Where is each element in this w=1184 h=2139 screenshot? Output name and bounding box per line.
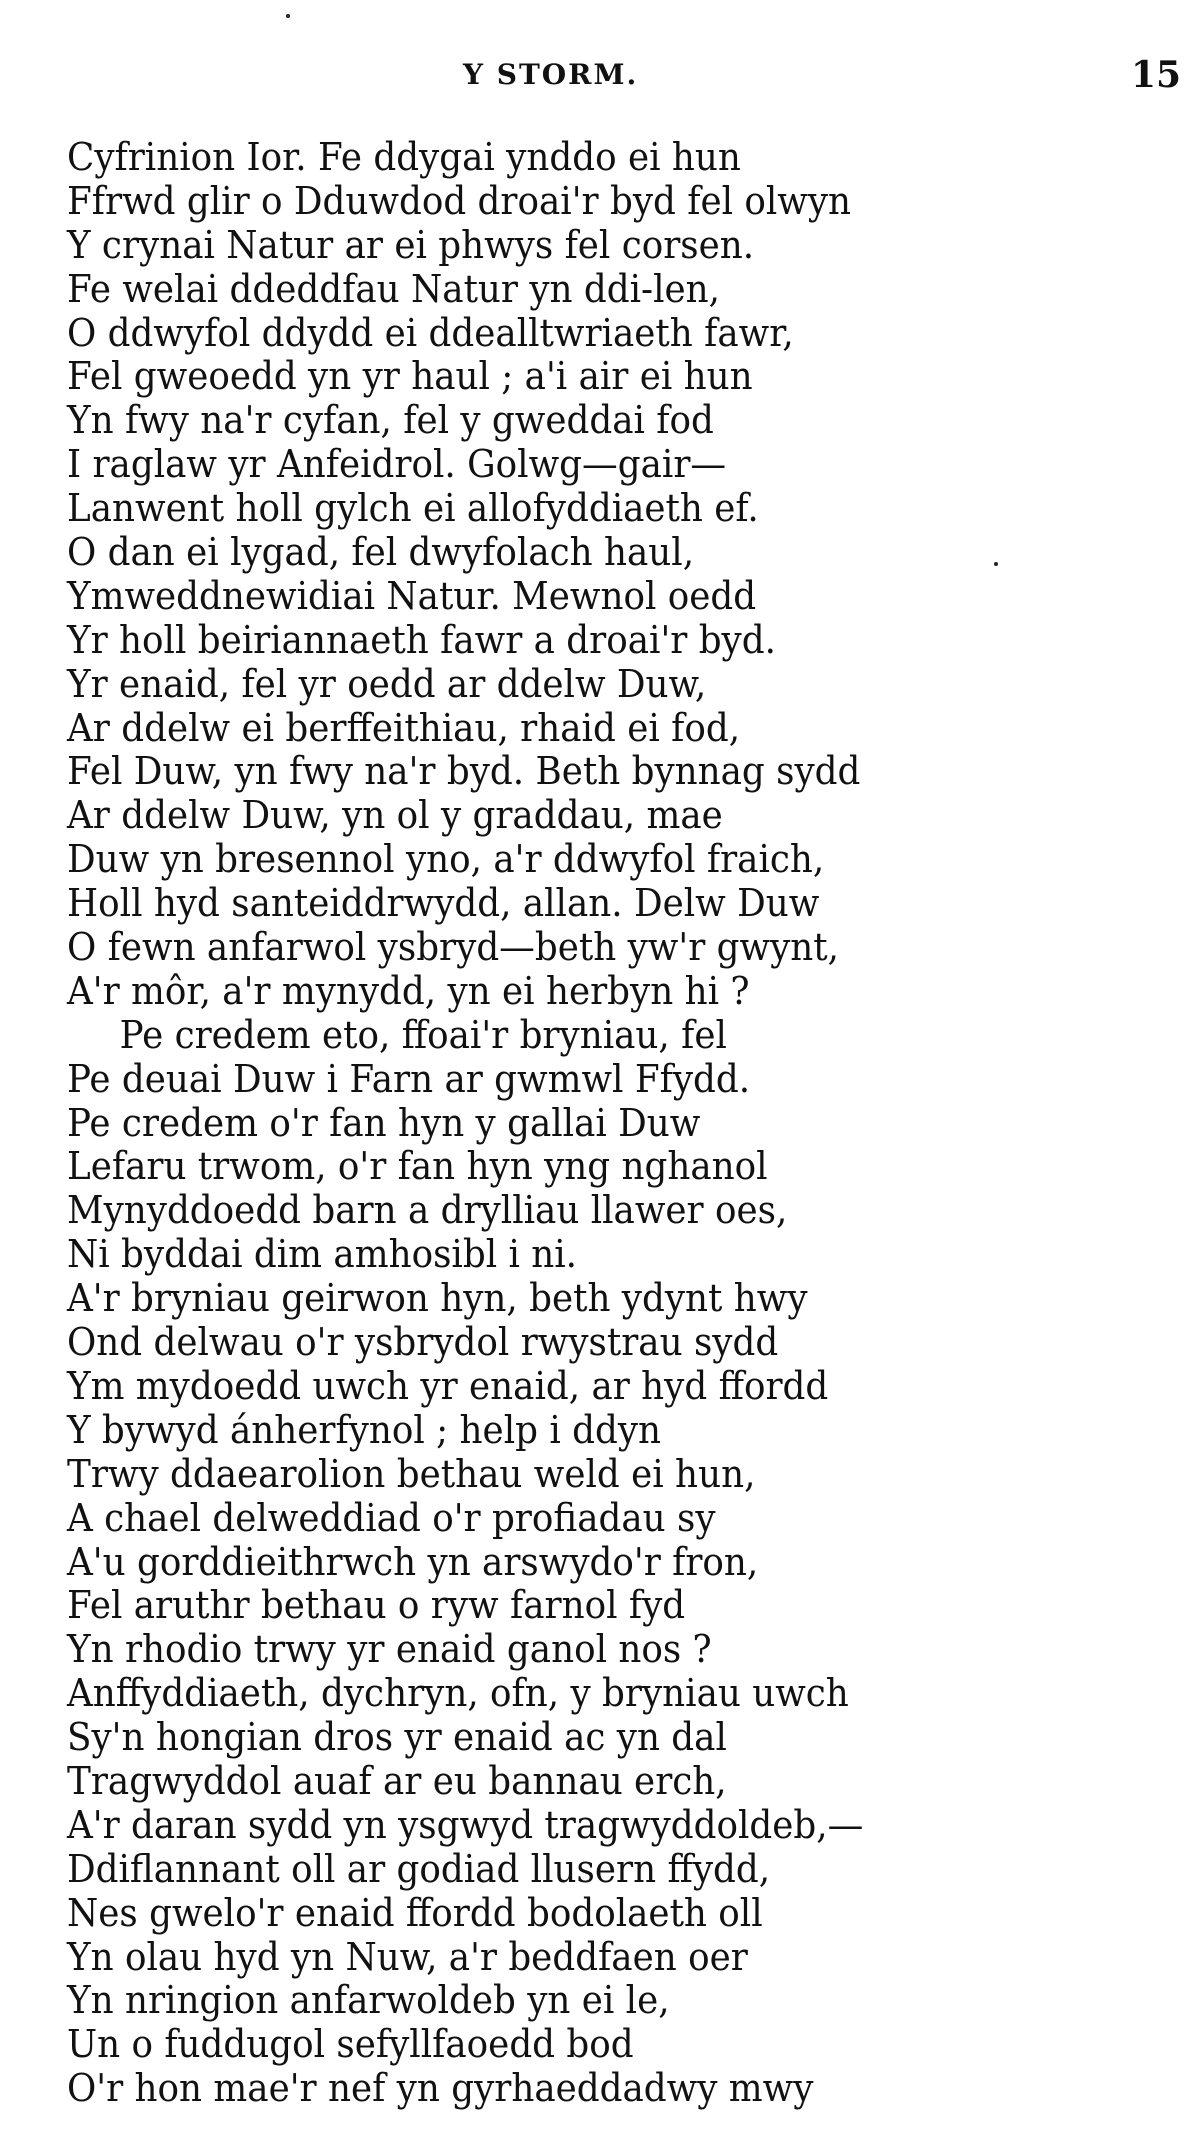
poem-line: I raglaw yr Anfeidrol. Golwg—gair— (67, 442, 727, 487)
poem-line: Un o fuddugol sefyllfaoedd bod (67, 2022, 634, 2067)
poem-line: Yn olau hyd yn Nuw, a'r beddfaen oer (67, 1934, 748, 1979)
poem-line: Yn rhodio trwy yr enaid ganol nos ? (67, 1627, 712, 1672)
running-head (0, 54, 1184, 108)
poem-line: Fel aruthr bethau o ryw farnol fyd (67, 1583, 686, 1628)
page-number: 15 (1131, 54, 1182, 96)
poem-line: A chael delweddiad o'r profiadau sy (67, 1495, 716, 1540)
poem-line: Lanwent holl gylch ei allofyddiaeth ef. (67, 486, 759, 531)
poem-line: Fel Duw, yn fwy na'r byd. Beth bynnag sydd (67, 749, 861, 794)
poem-line: A'u gorddieithrwch yn arswydo'r fron, (67, 1539, 759, 1584)
poem-line: Cyfrinion Ior. Fe ddygai ynddo ei hun (67, 135, 741, 179)
running-title: Y STORM. (463, 58, 639, 91)
poem-line: Lefaru trwom, o'r fan hyn yng nghanol (67, 1144, 768, 1189)
poem-line: A'r daran sydd yn ysgwyd tragwyddoldeb,— (67, 1802, 864, 1847)
poem-line: Ar ddelw Duw, yn ol y graddau, mae (67, 793, 723, 838)
poem-line: Ymweddnewidiai Natur. Mewnol oedd (67, 573, 757, 618)
poem-line: O fewn anfarwol ysbryd—beth yw'r gwynt, (67, 925, 839, 970)
poem-line: Pe credem o'r fan hyn y gallai Duw (67, 1100, 701, 1145)
poem-line: Yr holl beiriannaeth fawr a droai'r byd. (67, 617, 776, 662)
poem-line: Nes gwelo'r enaid ffordd bodolaeth oll (67, 1890, 763, 1935)
poem-line: Yn fwy na'r cyfan, fel y gweddai fod (67, 398, 714, 443)
poem-line: Tragwyddol auaf ar eu bannau erch, (67, 1758, 727, 1803)
poem-line: Duw yn bresennol yno, a'r ddwyfol fraich, (67, 837, 825, 882)
poem-body (67, 136, 1147, 2111)
poem-line: Ym mydoedd uwch yr enaid, ar hyd ffordd (67, 1363, 829, 1408)
poem-line: O dan ei lygad, fel dwyfolach haul, (67, 530, 695, 575)
print-speck (286, 14, 290, 18)
poem-line: Yn nringion anfarwoldeb yn ei le, (67, 1978, 670, 2023)
poem-line: Y crynai Natur ar ei phwys fel corsen. (67, 222, 755, 267)
poem-line: Trwy ddaearolion bethau weld ei hun, (67, 1451, 756, 1496)
poem-line: Ar ddelw ei berffeithiau, rhaid ei fod, (67, 705, 741, 750)
poem-line: Sy'n hongian dros yr enaid ac yn dal (67, 1715, 727, 1760)
poem-line: Holl hyd santeiddrwydd, allan. Delw Duw (67, 881, 820, 926)
poem-line: Ni byddai dim amhosibl i ni. (67, 1232, 578, 1277)
poem-line: A'r môr, a'r mynydd, yn ei herbyn hi ? (67, 968, 750, 1013)
poem-line: Y bywyd ánherfynol ; help i ddyn (67, 1407, 662, 1452)
poem-line: Pe deuai Duw i Farn ar gwmwl Ffydd. (67, 1056, 751, 1101)
poem-line: Anffyddiaeth, dychryn, ofn, y bryniau uwch (67, 1671, 849, 1716)
poem-line: Fel gweoedd yn yr haul ; a'i air ei hun (67, 354, 753, 399)
poem-line: O'r hon mae'r nef yn gyrhaeddadwy mwy (67, 2066, 814, 2111)
poem-line: Ond delwau o'r ysbrydol rwystrau sydd (67, 1320, 779, 1365)
poem-line: Fe welai ddeddfau Natur yn ddi-len, (67, 266, 721, 311)
poem-line: O ddwyfol ddydd ei ddealltwriaeth fawr, (67, 310, 794, 355)
poem-line: Ddiflannant oll ar godiad llusern ffydd, (67, 1846, 771, 1891)
poem-line: Mynyddoedd barn a drylliau llawer oes, (67, 1188, 788, 1233)
poem-line: Pe credem eto, ffoai'r bryniau, fel (119, 1012, 727, 1057)
poem-line: Ffrwd glir o Dduwdod droai'r byd fel olwyn (67, 178, 852, 223)
poem-line: Yr enaid, fel yr oedd ar ddelw Duw, (67, 661, 707, 706)
poem-line: A'r bryniau geirwon hyn, beth ydynt hwy (67, 1276, 808, 1321)
